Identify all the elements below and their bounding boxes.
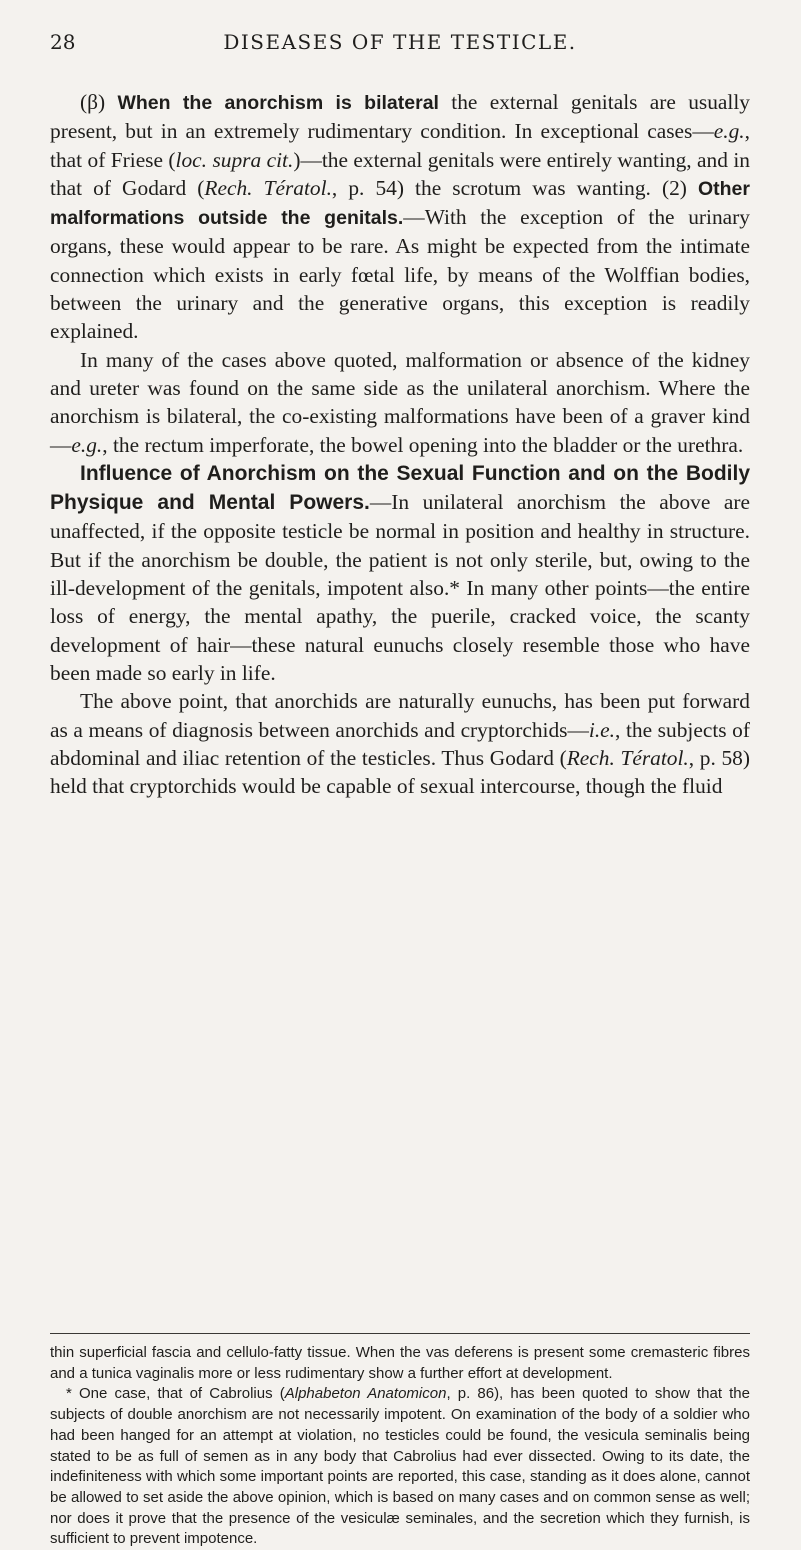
main-text [50, 88, 750, 800]
footnotes [50, 1343, 750, 1550]
text-run: —With the exception of the urinary organs, these would appear to be rare. As might be expected from the intimate connection which exists in early fœtal life, by means of the Wolffian bodies, between the urinary and the generative organs, this exception is readily explained. [50, 205, 750, 344]
paragraph [50, 88, 750, 346]
italic-text: e.g. [713, 119, 745, 144]
text-run: In many of the cases above quoted, malformation or absence of the kidney and ureter was found on the same side as the unilateral anorchism. Where the anorchism is bilateral, the co-existing malformations have been of a graver kind— [50, 347, 750, 457]
italic-text: Rech. Tératol. [204, 175, 332, 200]
text-run: (β) [80, 90, 118, 114]
text-run: )—the external genitals were entirely wanting, and in that of Godard ( [50, 147, 750, 200]
italic-text: loc. supra cit. [175, 147, 294, 172]
page-number: 28 [50, 30, 76, 54]
bold-text: Other malformations outside the genitals. [50, 177, 750, 230]
italic-text: i.e. [588, 717, 616, 742]
footnote-continuation [50, 1343, 750, 1384]
text-run: , the subjects of abdominal and iliac retention of the testicles. Thus Godard ( [50, 717, 750, 770]
paragraph [50, 459, 750, 687]
italic-text: Rech. Tératol. [566, 745, 689, 770]
text-run: , that of Friese ( [50, 119, 750, 172]
text-run: , the rectum imperforate, the bowel opening into the bladder or the urethra. [102, 432, 744, 457]
text-run: , p. 86), has been quoted to show that the subjects of double anorchism are not necessarily impotent. On examination of the body of a soldier who had been hanged for an attempt at violation, no testicles could be found, the vesicula seminalis being stated to be as full of semen as in any body that Cabrolius had ever dissected. Owing to its date, the indefiniteness with which some important points are reported, this case, standing as it does alone, cannot be allowed to set aside the above opinion, which is based on many cases and on common sense as well; nor does it prove that the presence of the vesiculæ seminales, and the secretion which they furnish, is sufficient to prevent impotence. [50, 1385, 750, 1548]
footnote [50, 1384, 750, 1550]
page-header [50, 30, 750, 64]
paragraph [50, 346, 750, 459]
text-run: , p. 54) the scrotum was wanting. (2) [331, 175, 698, 200]
text-run: —In unilateral anorchism the above are unaffected, if the opposite testicle be normal in position and healthy in structure. But if the anorchism be double, the patient is not only sterile, but, owing to the ill-development of the genitals, impotent also.* In many other points—the entire loss of energy, the mental apathy, the puerile, cracked voice, the scanty development of hair—these natural eunuchs closely resemble those who have been made so early in life. [50, 490, 751, 685]
text-run: The above point, that anorchids are naturally eunuchs, has been put forward as a means of diagnosis between anorchids and cryptorchids— [50, 689, 750, 742]
text-run: the external genitals are usually present, but in an extremely rudimentary condition. In exceptional cases— [50, 90, 750, 144]
italic-text: e.g. [71, 432, 103, 457]
text-run: , p. 58) held that cryptorchids would be capable of sexual intercourse, though the fluid [50, 745, 750, 799]
running-title: DISEASES OF THE TESTICLE. [223, 30, 577, 54]
text-run: * One case, that of Cabrolius ( [66, 1385, 285, 1403]
bold-text: When the anorchism is bilateral [117, 92, 439, 114]
section-heading: Influence of Anorchism on the Sexual Function and on the Bodily Physique and Mental Powers. [50, 461, 750, 515]
italic-text: Alphabeton Anatomicon [284, 1385, 447, 1403]
text-run: thin superficial fascia and cellulo-fatty tissue. When the vas deferens is present some cremasteric fibres and a tunica vaginalis more or less rudimentary show a further effort at development. [50, 1344, 750, 1382]
paragraph [50, 687, 750, 800]
footnote-divider [50, 1333, 750, 1334]
